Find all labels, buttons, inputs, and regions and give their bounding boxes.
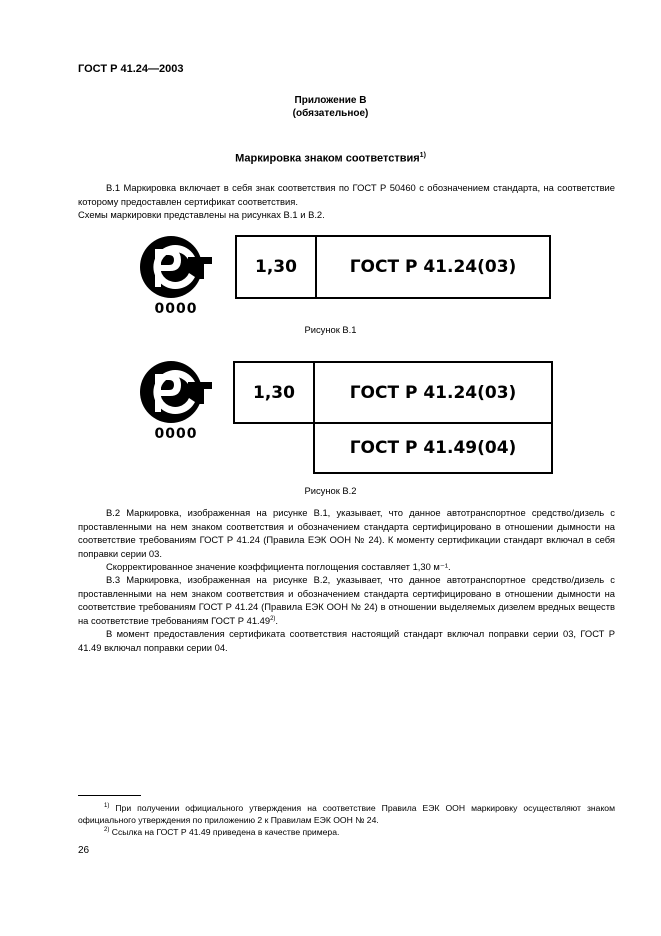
document-header: ГОСТ Р 41.24—2003 xyxy=(78,63,184,75)
standard-designation: ГОСТ Р 41.24(03) xyxy=(349,382,517,403)
footnote xyxy=(78,800,615,826)
marking-box xyxy=(233,361,553,424)
paragraph-text: Скорректированное значение коэффициента поглощения составляет 1,30 м⁻¹. xyxy=(106,561,451,572)
footnote-ref: 1) xyxy=(419,152,426,159)
paragraph xyxy=(78,627,615,654)
paragraph-text: Схемы маркировки представлены на рисунках В.1 и В.2. xyxy=(78,209,325,220)
paragraph xyxy=(78,181,615,208)
standard-designation: ГОСТ Р 41.24(03) xyxy=(349,257,517,277)
appendix-title: Приложение В xyxy=(294,95,367,106)
page-number: 26 xyxy=(78,845,90,856)
standard-designation: ГОСТ Р 41.49(04) xyxy=(349,438,517,458)
footnote-separator xyxy=(78,795,141,796)
footnote-marker: 2) xyxy=(104,827,110,833)
section-title xyxy=(0,152,661,165)
rst-logo-icon xyxy=(133,360,213,430)
footnote-text: При получении официального утверждения на соответствие Правила ЕЭК ООН маркировку осуществляют знаком официального утверждения по приложению 2 к Правилам ЕЭК ООН № 24. xyxy=(78,802,615,825)
paragraph-text: В момент предоставления сертификата соответствия настоящий стандарт включал поправки серии 03, ГОСТ Р 41.49 включал поправки серии 04. xyxy=(78,628,615,653)
absorption-value: 1,30 xyxy=(235,363,315,422)
figure-caption: Рисунок В.1 xyxy=(304,324,357,335)
appendix-status: (обязательное) xyxy=(292,108,369,119)
paragraph-text: В.2 Маркировка, изображенная на рисунке В.1, указывает, что данное автотранспортное средство/дизель с проставленными на нем знаком соответствия и обозначением стандарта сертифицировано в отношении дымности на соответствие требованиям ГОСТ Р 41.24 (Правила ЕЭК ООН № 24). К моменту сертификации стандарт включал в себя поправки серии 03. xyxy=(78,507,615,559)
footnote-text: Ссылка на ГОСТ Р 41.49 приведена в качестве примера. xyxy=(111,826,340,837)
footnote-marker: 1) xyxy=(104,803,110,809)
paragraph xyxy=(78,506,615,560)
paragraph: В.3 Маркировка, изображенная на рисунке В.2, указывает, что данное автотранспортное средство/дизель с проставленными на нем знаком соответствия и обозначением стандарта сертифицировано в отношении дымности на соответствие требованиям ГОСТ Р 41.24 (Правила ЕЭК ООН № 24) в отношении выделяемых дизелем вредных веществ на соответствие требованиям ГОСТ Р 41.49$^{2)}$. xyxy=(78,574,615,626)
logo-number: 0000 xyxy=(154,426,198,442)
conformity-mark-logo xyxy=(133,360,213,450)
footnote xyxy=(78,824,615,838)
paragraph-text: В.3 Маркировка, изображенная на рисунке В.2, указывает, что данное автотранспортное средство/дизель с проставленными на нем знаком соответствия и обозначением стандарта сертифицировано в отношении дымности на соответствие требованиям ГОСТ Р 41.24 (Правила ЕЭК ООН № 24) в отношении выделяемых дизелем вредных веществ на соответствие требованиям ГОСТ Р 41.49 xyxy=(78,574,615,626)
paragraph xyxy=(78,560,615,574)
absorption-value: 1,30 xyxy=(237,237,317,297)
figure-caption: Рисунок В.2 xyxy=(304,485,357,496)
section-title-text: Маркировка знаком соответствия xyxy=(235,152,420,165)
marking-box-secondary xyxy=(313,422,553,474)
paragraph-text: В.1 Маркировка включает в себя знак соответствия по ГОСТ Р 50460 с обозначением стандарта, на соответствие которому предоставлен сертификат соответствия. xyxy=(78,182,615,207)
footnote-ref: 2) xyxy=(270,615,276,622)
conformity-mark-logo xyxy=(133,235,213,325)
paragraph xyxy=(78,208,615,222)
marking-box xyxy=(235,235,551,299)
logo-number: 0000 xyxy=(154,301,198,317)
appendix-heading xyxy=(0,94,661,120)
rst-logo-icon xyxy=(133,235,213,305)
